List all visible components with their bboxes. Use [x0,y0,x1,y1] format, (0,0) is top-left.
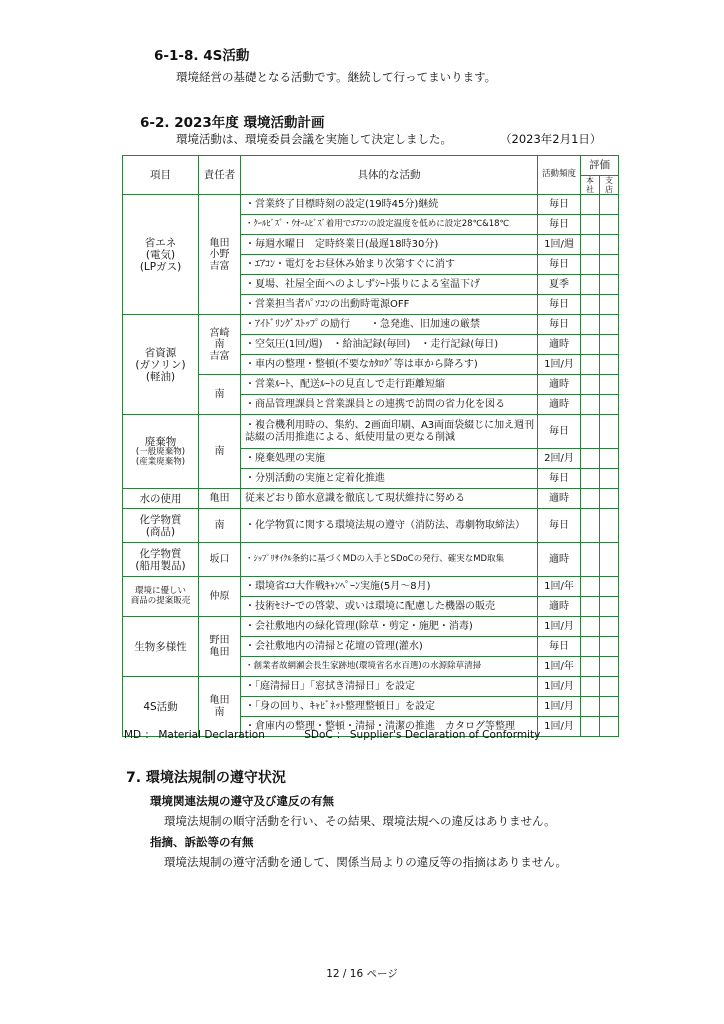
section-6-1-8-heading: 6-1-8. 4S活動 [154,48,250,64]
activity-cell: ・廃棄処理の実施 [241,449,538,469]
eval-cell [581,697,600,717]
header-evaluation: 評価 [581,156,619,176]
frequency-cell: 毎日 [538,315,581,335]
table-row [123,577,619,597]
eval-cell [581,617,600,637]
eval-cell [581,295,600,315]
eval-cell [581,215,600,235]
eval-cell [581,395,600,415]
section-7-body-litigation: 環境法規制の遵守活動を通して、関係当局よりの違反等の指摘はありません。 [164,855,567,869]
section-7-subheading-compliance: 環境関連法規の遵守及び違反の有無 [150,794,334,808]
activity-cell: ・技術ｾﾐﾅｰでの啓蒙、或いは環境に配慮した機器の販売 [241,597,538,617]
activity-cell: ・創業者故網瀬会長生家跡地(環境省名水百選)の水源除草清掃 [241,657,538,677]
header-frequency: 活動頻度 [538,156,581,195]
frequency-cell: 1回/月 [538,717,581,737]
eval-cell [600,677,619,697]
activity-cell: ・ｼｯﾌﾟﾘｻｲｸﾙ条約に基づくMDの入手とSDoCの発行、確実なMD取集 [241,543,538,577]
eval-cell [600,657,619,677]
frequency-cell: 適時 [538,335,581,355]
page-number: 12 / 16 ページ [326,968,398,980]
footnote-sdoc: SDoC ： Supplier's Declaration of Conformity [304,729,541,741]
frequency-cell: 毎日 [538,295,581,315]
eval-cell [581,637,600,657]
eval-cell [581,543,600,577]
eval-cell [581,577,600,597]
table-row [123,315,619,335]
frequency-cell: 適時 [538,375,581,395]
eval-cell [581,335,600,355]
section-7-body-compliance: 環境法規制の順守活動を行い、その結果、環境法規への違反はありません。 [164,814,556,828]
activity-cell: ・空気圧(1回/週) ・給油記録(毎回) ・走行記録(毎日) [241,335,538,355]
eval-cell [581,255,600,275]
eval-cell [581,717,600,737]
frequency-cell: 毎日 [538,509,581,543]
frequency-cell: 1回/週 [538,235,581,255]
activity-cell: ・ｴｱｺﾝ・電灯をお昼休み始まり次第すぐに消す [241,255,538,275]
eval-cell [600,355,619,375]
eval-cell [581,489,600,509]
eval-cell [600,295,619,315]
eval-cell [600,637,619,657]
activity-cell: ・環境省ｴｺ大作戦ｷｬﾝﾍﾟｰﾝ実施(5月～8月) [241,577,538,597]
activity-cell: ・分別活動の実施と定着化推進 [241,469,538,489]
frequency-cell: 1回/月 [538,617,581,637]
eval-cell [581,415,600,449]
eval-cell [600,717,619,737]
activity-cell: ・倉庫内の整理・整頓・清掃・清潔の推進 カタログ等整理 [241,717,538,737]
frequency-cell: 毎日 [538,195,581,215]
person-cell: 亀田 [199,489,241,509]
table-row [123,543,619,577]
section-7-subheading-litigation: 指摘、訴訟等の有無 [150,835,254,849]
eval-cell [581,677,600,697]
eval-cell [600,255,619,275]
table-row [123,617,619,637]
section-6-2-date: （2023年2月1日） [500,132,602,146]
person-cell: 南 [199,509,241,543]
person-cell: 宮崎 南 吉富 [199,315,241,375]
header-activity: 具体的な活動 [241,156,538,195]
activity-cell: ・営業担当者ﾊﾟｿｺﾝの出動時電源OFF [241,295,538,315]
activity-cell: 従来どおり節水意識を徹底して現状維持に努める [241,489,538,509]
header-eval-branch: 支店 [600,176,619,195]
section-7-heading: 7. 環境法規制の遵守状況 [126,770,286,786]
category-cell: 省資源 (ガソリン) (軽油) [123,315,199,415]
section-6-2-body: 環境活動は、環境委員会議を実施して決定しました。 [176,132,452,146]
eval-cell [581,469,600,489]
frequency-cell: 毎日 [538,255,581,275]
eval-cell [600,449,619,469]
category-cell: 化学物質 (船用製品) [123,543,199,577]
activity-cell: ・車内の整理・整頓(不要なｶﾀﾛｸﾞ等は車から降ろす) [241,355,538,375]
eval-cell [600,597,619,617]
frequency-cell: 適時 [538,489,581,509]
frequency-cell: 1回/年 [538,577,581,597]
activity-cell: ・会社敷地内の清掃と花壇の管理(灌水) [241,637,538,657]
person-cell: 南 [199,375,241,415]
frequency-cell: 夏季 [538,275,581,295]
eval-cell [581,275,600,295]
section-6-1-8-body: 環境経営の基礎となる活動です。継続して行ってまいります。 [176,70,497,84]
frequency-cell: 毎日 [538,469,581,489]
person-cell: 坂口 [199,543,241,577]
activity-cell: ・「身の回り、ｷｬﾋﾞﾈｯﾄ整理整頓日」を設定 [241,697,538,717]
frequency-cell: 毎日 [538,415,581,449]
header-person: 責任者 [199,156,241,195]
eval-cell [581,449,600,469]
category-cell: 省エネ (電気) (LPガス) [123,195,199,315]
eval-cell [581,235,600,255]
eval-cell [600,415,619,449]
table-footnote [124,727,576,742]
header-eval-head-office: 本社 [581,176,600,195]
eval-cell [600,469,619,489]
table-row [123,489,619,509]
eval-cell [581,355,600,375]
activity-cell: ・ｸｰﾙﾋﾞｽﾞ・ｳｵｰﾑﾋﾞｽﾞ着用でｴｱｺﾝの設定温度を低めに設定28℃&18℃ [241,215,538,235]
eval-cell [600,195,619,215]
eval-cell [581,375,600,395]
category-cell: 4S活動 [123,677,199,737]
activity-cell: ・毎週水曜日 定時終業日(最遅18時30分) [241,235,538,255]
table-row [123,415,619,449]
footnote-md: MD ： Material Declaration [124,729,265,741]
eval-cell [600,617,619,637]
activity-cell: ・化学物質に関する環境法規の遵守（消防法、毒劇物取締法） [241,509,538,543]
person-cell: 南 [199,415,241,489]
frequency-cell: 1回/月 [538,697,581,717]
category-cell: 廃棄物 (一般廃棄物) (産業廃棄物) [123,415,199,489]
eval-cell [600,335,619,355]
frequency-cell: 1回/月 [538,355,581,375]
person-cell: 亀田 南 [199,677,241,737]
eval-cell [581,597,600,617]
frequency-cell: 適時 [538,395,581,415]
frequency-cell: 1回/年 [538,657,581,677]
eval-cell [600,375,619,395]
frequency-cell: 2回/月 [538,449,581,469]
table-row [123,195,619,215]
eval-cell [600,235,619,255]
eval-cell [600,395,619,415]
eval-cell [600,697,619,717]
frequency-cell: 適時 [538,597,581,617]
eval-cell [600,489,619,509]
activity-cell: ・「庭清掃日」「窓拭き清掃日」を設定 [241,677,538,697]
frequency-cell: 毎日 [538,637,581,657]
frequency-cell: 1回/月 [538,677,581,697]
section-6-2-heading: 6-2. 2023年度 環境活動計画 [140,115,325,131]
table-row [123,509,619,543]
eval-cell [581,657,600,677]
eval-cell [600,275,619,295]
eval-cell [600,577,619,597]
frequency-cell: 適時 [538,543,581,577]
activity-cell: ・ｱｲﾄﾞﾘﾝｸﾞｽﾄｯﾌﾟの励行 ・急発進、旧加速の厳禁 [241,315,538,335]
activity-cell: ・営業終了目標時刻の設定(19時45分)継続 [241,195,538,215]
activity-cell: ・商品管理課員と営業課員との連携で訪問の省力化を図る [241,395,538,415]
eval-cell [581,509,600,543]
eval-cell [600,509,619,543]
person-cell: 野田 亀田 [199,617,241,677]
category-cell: 生物多様性 [123,617,199,677]
category-cell: 環境に優しい 商品の提案販売 [123,577,199,617]
table-row [123,677,619,697]
activity-cell: ・営業ﾙｰﾄ、配送ﾙｰﾄの見直しで走行距離短縮 [241,375,538,395]
eval-cell [581,195,600,215]
activity-cell: ・夏場、社屋全面へのよしずｼｰﾄ張りによる室温下げ [241,275,538,295]
environmental-activity-plan-table [122,155,619,737]
category-cell: 化学物質 (商品) [123,509,199,543]
eval-cell [600,315,619,335]
person-cell: 仲原 [199,577,241,617]
eval-cell [581,315,600,335]
category-cell: 水の使用 [123,489,199,509]
activity-cell: ・会社敷地内の緑化管理(除草・剪定・施肥・消毒) [241,617,538,637]
eval-cell [600,215,619,235]
activity-cell: ・複合機利用時の、集約、2画面印刷、A3両面袋綴じに加え週刊誌綴の活用推進による、紙使用量の更なる削減 [241,415,538,449]
person-cell: 亀田 小野 吉富 [199,195,241,315]
frequency-cell: 毎日 [538,215,581,235]
header-item: 項目 [123,156,199,195]
eval-cell [600,543,619,577]
